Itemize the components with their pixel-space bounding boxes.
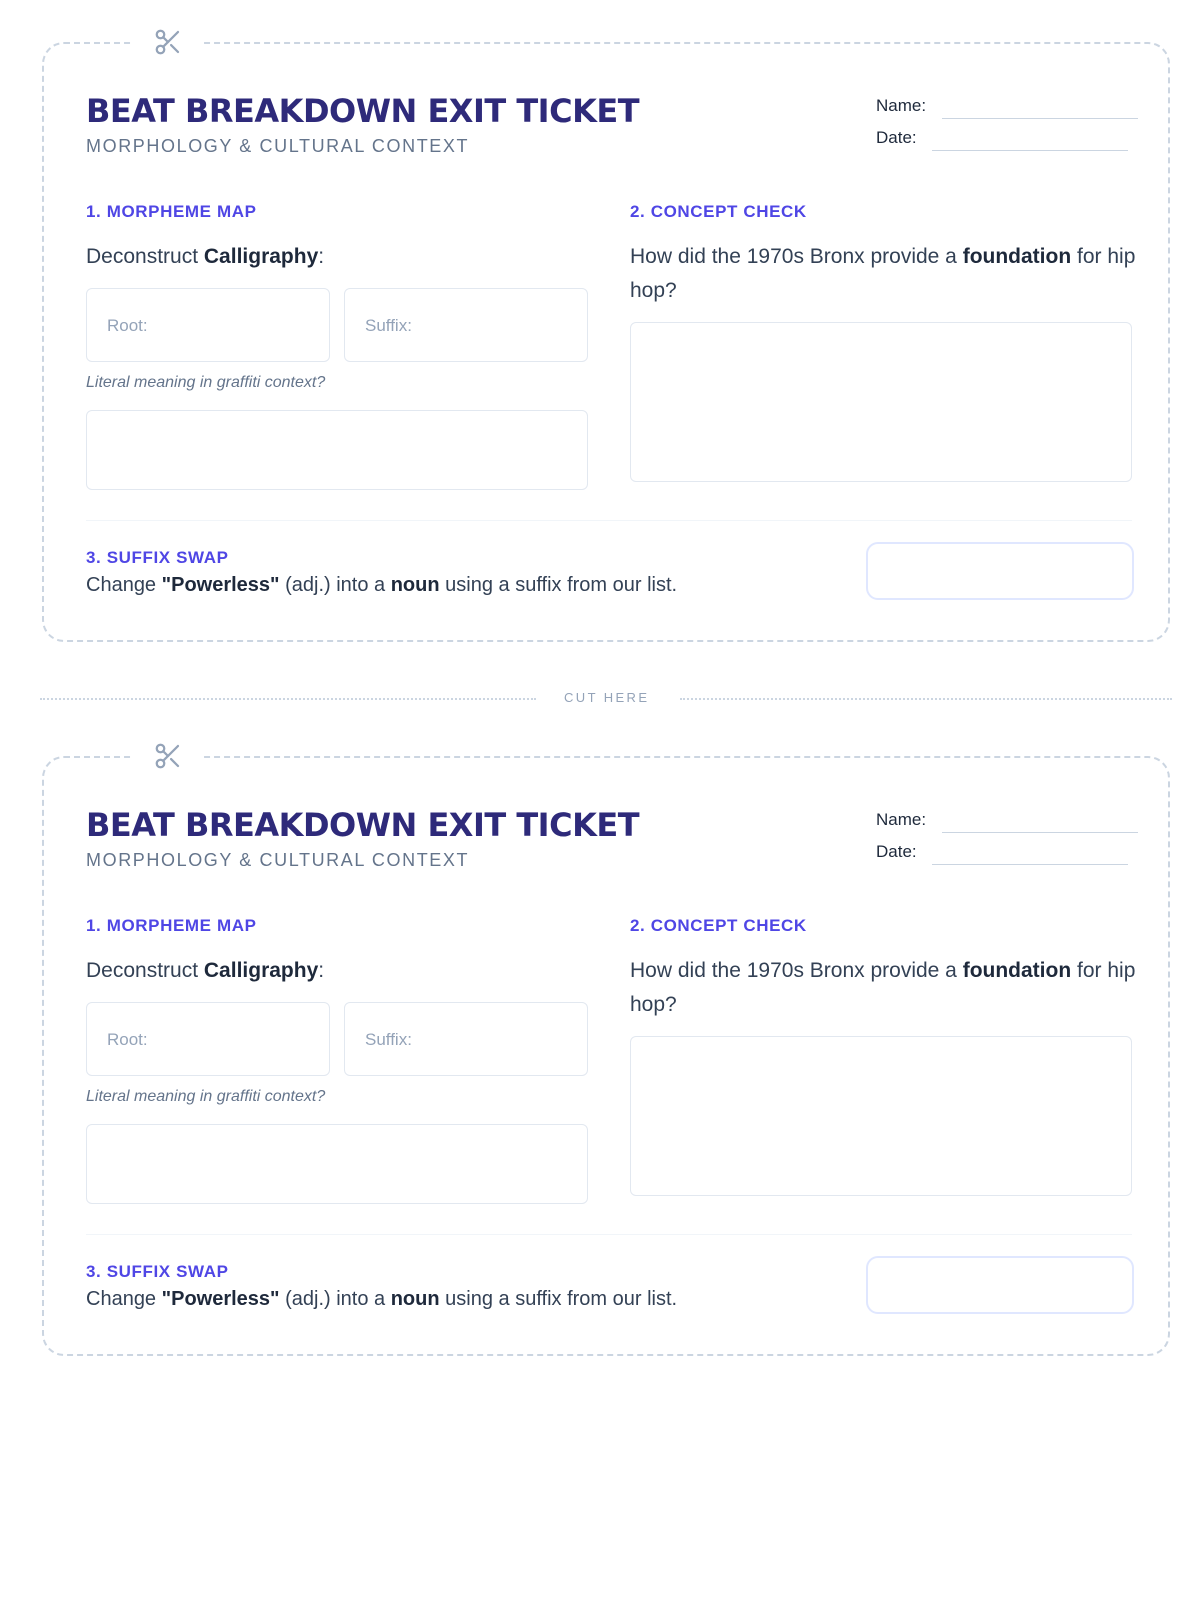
morpheme-map-heading: 1. MORPHEME MAP <box>86 202 257 221</box>
root-label: Root: <box>107 1030 148 1049</box>
cut-line-right <box>680 698 1172 700</box>
date-field[interactable] <box>932 150 1128 151</box>
concept-check-heading: 2. CONCEPT CHECK <box>630 916 807 935</box>
section-divider <box>86 1234 1132 1235</box>
concept-check-prompt: How did the 1970s Bronx provide a foundation for hip hop? <box>630 245 1136 302</box>
ticket-subtitle: MORPHOLOGY & CULTURAL CONTEXT <box>86 136 470 156</box>
exit-ticket-2 <box>42 756 1170 1356</box>
root-label: Root: <box>107 316 148 335</box>
exit-ticket-1 <box>42 42 1170 642</box>
cut-line-left <box>40 698 536 700</box>
suffix-field[interactable] <box>344 288 588 362</box>
root-field[interactable] <box>86 1002 330 1076</box>
suffix-swap-heading: 3. SUFFIX SWAP <box>86 1262 229 1281</box>
suffix-swap-prompt: Change "Powerless" (adj.) into a noun using a suffix from our list. <box>86 574 678 596</box>
name-label: Name: <box>876 96 927 115</box>
morpheme-map-heading: 1. MORPHEME MAP <box>86 916 257 935</box>
suffix-swap-prompt: Change "Powerless" (adj.) into a noun using a suffix from our list. <box>86 1288 678 1310</box>
meaning-field[interactable] <box>86 410 588 490</box>
ticket-title: BEAT BREAKDOWN EXIT TICKET <box>86 806 640 844</box>
ticket-title: BEAT BREAKDOWN EXIT TICKET <box>86 92 640 130</box>
concept-answer-field[interactable] <box>630 1036 1132 1196</box>
meaning-label: Literal meaning in graffiti context? <box>86 374 326 391</box>
date-label: Date: <box>876 128 917 147</box>
suffix-field[interactable] <box>344 1002 588 1076</box>
date-field[interactable] <box>932 864 1128 865</box>
scissors-icon <box>132 732 204 780</box>
meaning-label: Literal meaning in graffiti context? <box>86 1088 326 1105</box>
cut-here-label: CUT HERE <box>564 690 650 705</box>
name-field[interactable] <box>942 832 1138 833</box>
suffix-label: Suffix: <box>365 316 412 335</box>
concept-check-prompt: How did the 1970s Bronx provide a foundation for hip hop? <box>630 959 1136 1016</box>
concept-answer-field[interactable] <box>630 322 1132 482</box>
meaning-field[interactable] <box>86 1124 588 1204</box>
suffix-swap-heading: 3. SUFFIX SWAP <box>86 548 229 567</box>
cut-line <box>40 690 1172 706</box>
scissors-icon <box>132 18 204 66</box>
name-field[interactable] <box>942 118 1138 119</box>
date-label: Date: <box>876 842 917 861</box>
morpheme-map-prompt: Deconstruct Calligraphy: <box>86 959 325 982</box>
root-field[interactable] <box>86 288 330 362</box>
suffix-swap-answer-field[interactable] <box>866 542 1134 600</box>
concept-check-heading: 2. CONCEPT CHECK <box>630 202 807 221</box>
name-label: Name: <box>876 810 927 829</box>
suffix-swap-answer-field[interactable] <box>866 1256 1134 1314</box>
ticket-subtitle: MORPHOLOGY & CULTURAL CONTEXT <box>86 850 470 870</box>
section-divider <box>86 520 1132 521</box>
suffix-label: Suffix: <box>365 1030 412 1049</box>
morpheme-map-prompt: Deconstruct Calligraphy: <box>86 245 325 268</box>
